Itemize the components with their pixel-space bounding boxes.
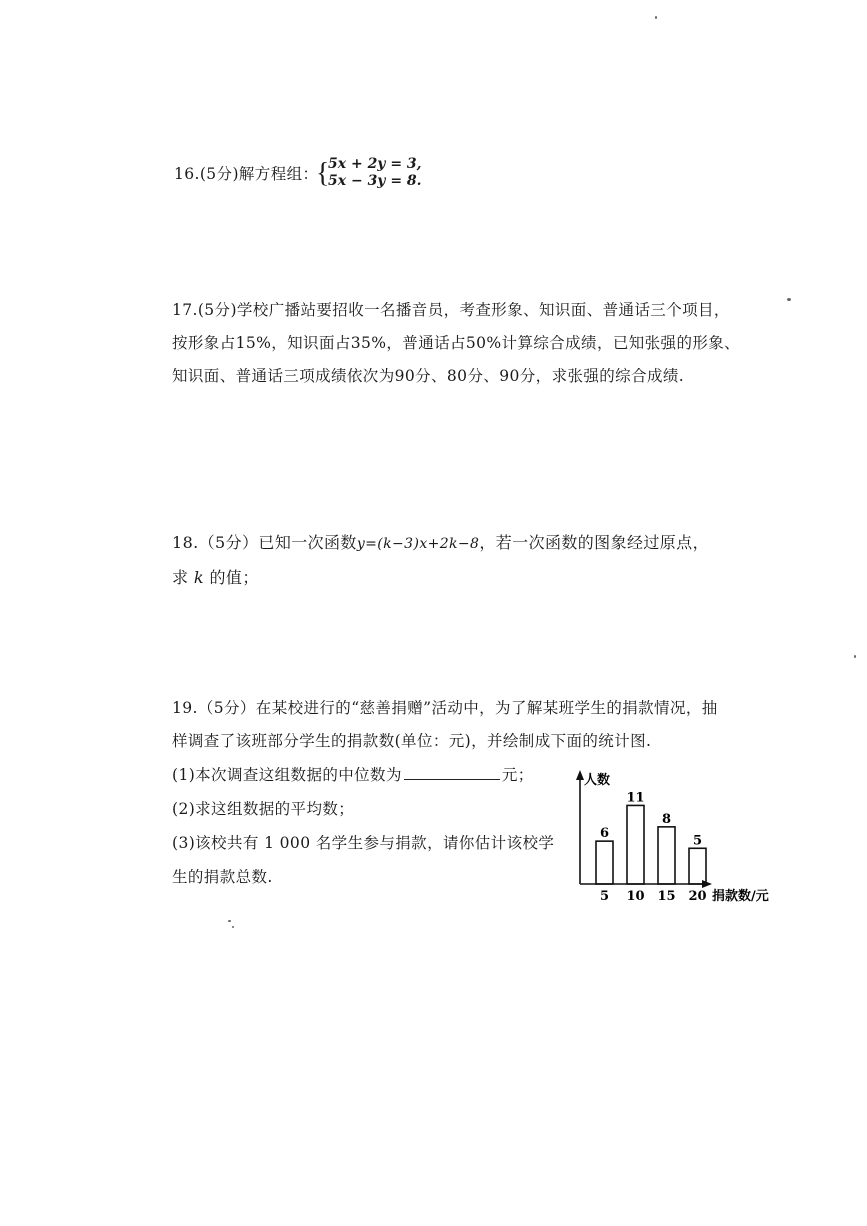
question-19-parts xyxy=(172,758,572,894)
x-tick-label-10: 10 xyxy=(626,889,645,904)
y-axis-arrow xyxy=(576,770,584,780)
question-19-part-3-line-1: (3)该校共有 1 000 名学生参与捐款，请你估计该校学 xyxy=(172,834,555,852)
scan-speck xyxy=(655,16,657,19)
x-tick-label-15: 15 xyxy=(657,889,676,904)
bar-value-label-15: 8 xyxy=(661,811,672,827)
scan-speck xyxy=(854,655,856,658)
bar-10 xyxy=(627,805,644,884)
question-17-line-1: 17.(5分)学校广播站要招收一名播音员，考查形象、知识面、普通话三个项目， xyxy=(172,301,730,319)
answer-blank[interactable] xyxy=(404,763,500,780)
question-18-formula: y=(k−3)x+2k−8 xyxy=(356,536,480,552)
scan-speck xyxy=(787,298,791,301)
question-17 xyxy=(172,294,792,393)
question-18 xyxy=(172,526,792,594)
question-18-prefix: 18.（5分）已知一次函数 xyxy=(172,533,357,552)
question-17-line-3: 知识面、普通话三项成绩依次为90分、80分、90分，求张强的综合成绩. xyxy=(172,367,685,385)
equation-line-2: 5x − 3y = 8. xyxy=(328,173,422,189)
bar-value-label-20: 5 xyxy=(692,833,703,849)
question-18-variable-k: k xyxy=(193,568,205,587)
question-19-line-2: 样调查了该班部分学生的捐款数(单位：元)，并绘制成下面的统计图. xyxy=(172,732,652,750)
question-19-part-3-line-2: 生的捐款总数. xyxy=(172,868,273,886)
donation-bar-chart xyxy=(566,766,786,916)
bar-20 xyxy=(689,848,706,884)
bars-group xyxy=(596,790,707,904)
question-16-prefix: 16.(5分)解方程组： xyxy=(174,165,319,183)
question-17-line-2: 按形象占15%，知识面占35%，普通话占50%计算综合成绩，已知张强的形象、 xyxy=(172,334,741,352)
bar-value-label-10: 11 xyxy=(626,790,645,806)
equation-line-1: 5x + 2y = 3, xyxy=(328,156,422,172)
x-axis-label: 捐款数/元 xyxy=(712,889,769,904)
question-18-line2-post: 的值； xyxy=(209,568,259,587)
question-19-part-1-pre: (1)本次调查这组数据的中位数为 xyxy=(172,766,402,784)
question-18-line2-pre: 求 xyxy=(172,568,189,587)
scan-speck xyxy=(228,920,231,922)
y-axis-label: 人数 xyxy=(584,773,611,788)
bar-value-label-5: 6 xyxy=(599,826,610,842)
question-19-part-2: (2)求这组数据的平均数； xyxy=(172,800,355,818)
question-19-line-1: 19.（5分）在某校进行的“慈善捐赠”活动中，为了解某班学生的捐款情况，抽 xyxy=(172,699,718,717)
bar-15 xyxy=(658,827,675,884)
scan-speck xyxy=(232,926,234,928)
question-19-part-1 xyxy=(172,758,572,792)
question-19-part-1-post: 元； xyxy=(501,766,534,784)
bar-5 xyxy=(596,841,613,884)
question-18-suffix: ，若一次函数的图象经过原点， xyxy=(479,533,709,552)
x-tick-label-20: 20 xyxy=(688,889,707,904)
equation-brace: { xyxy=(316,158,330,189)
x-tick-label-5: 5 xyxy=(599,889,610,904)
question-19 xyxy=(172,692,772,758)
question-16 xyxy=(174,158,318,191)
